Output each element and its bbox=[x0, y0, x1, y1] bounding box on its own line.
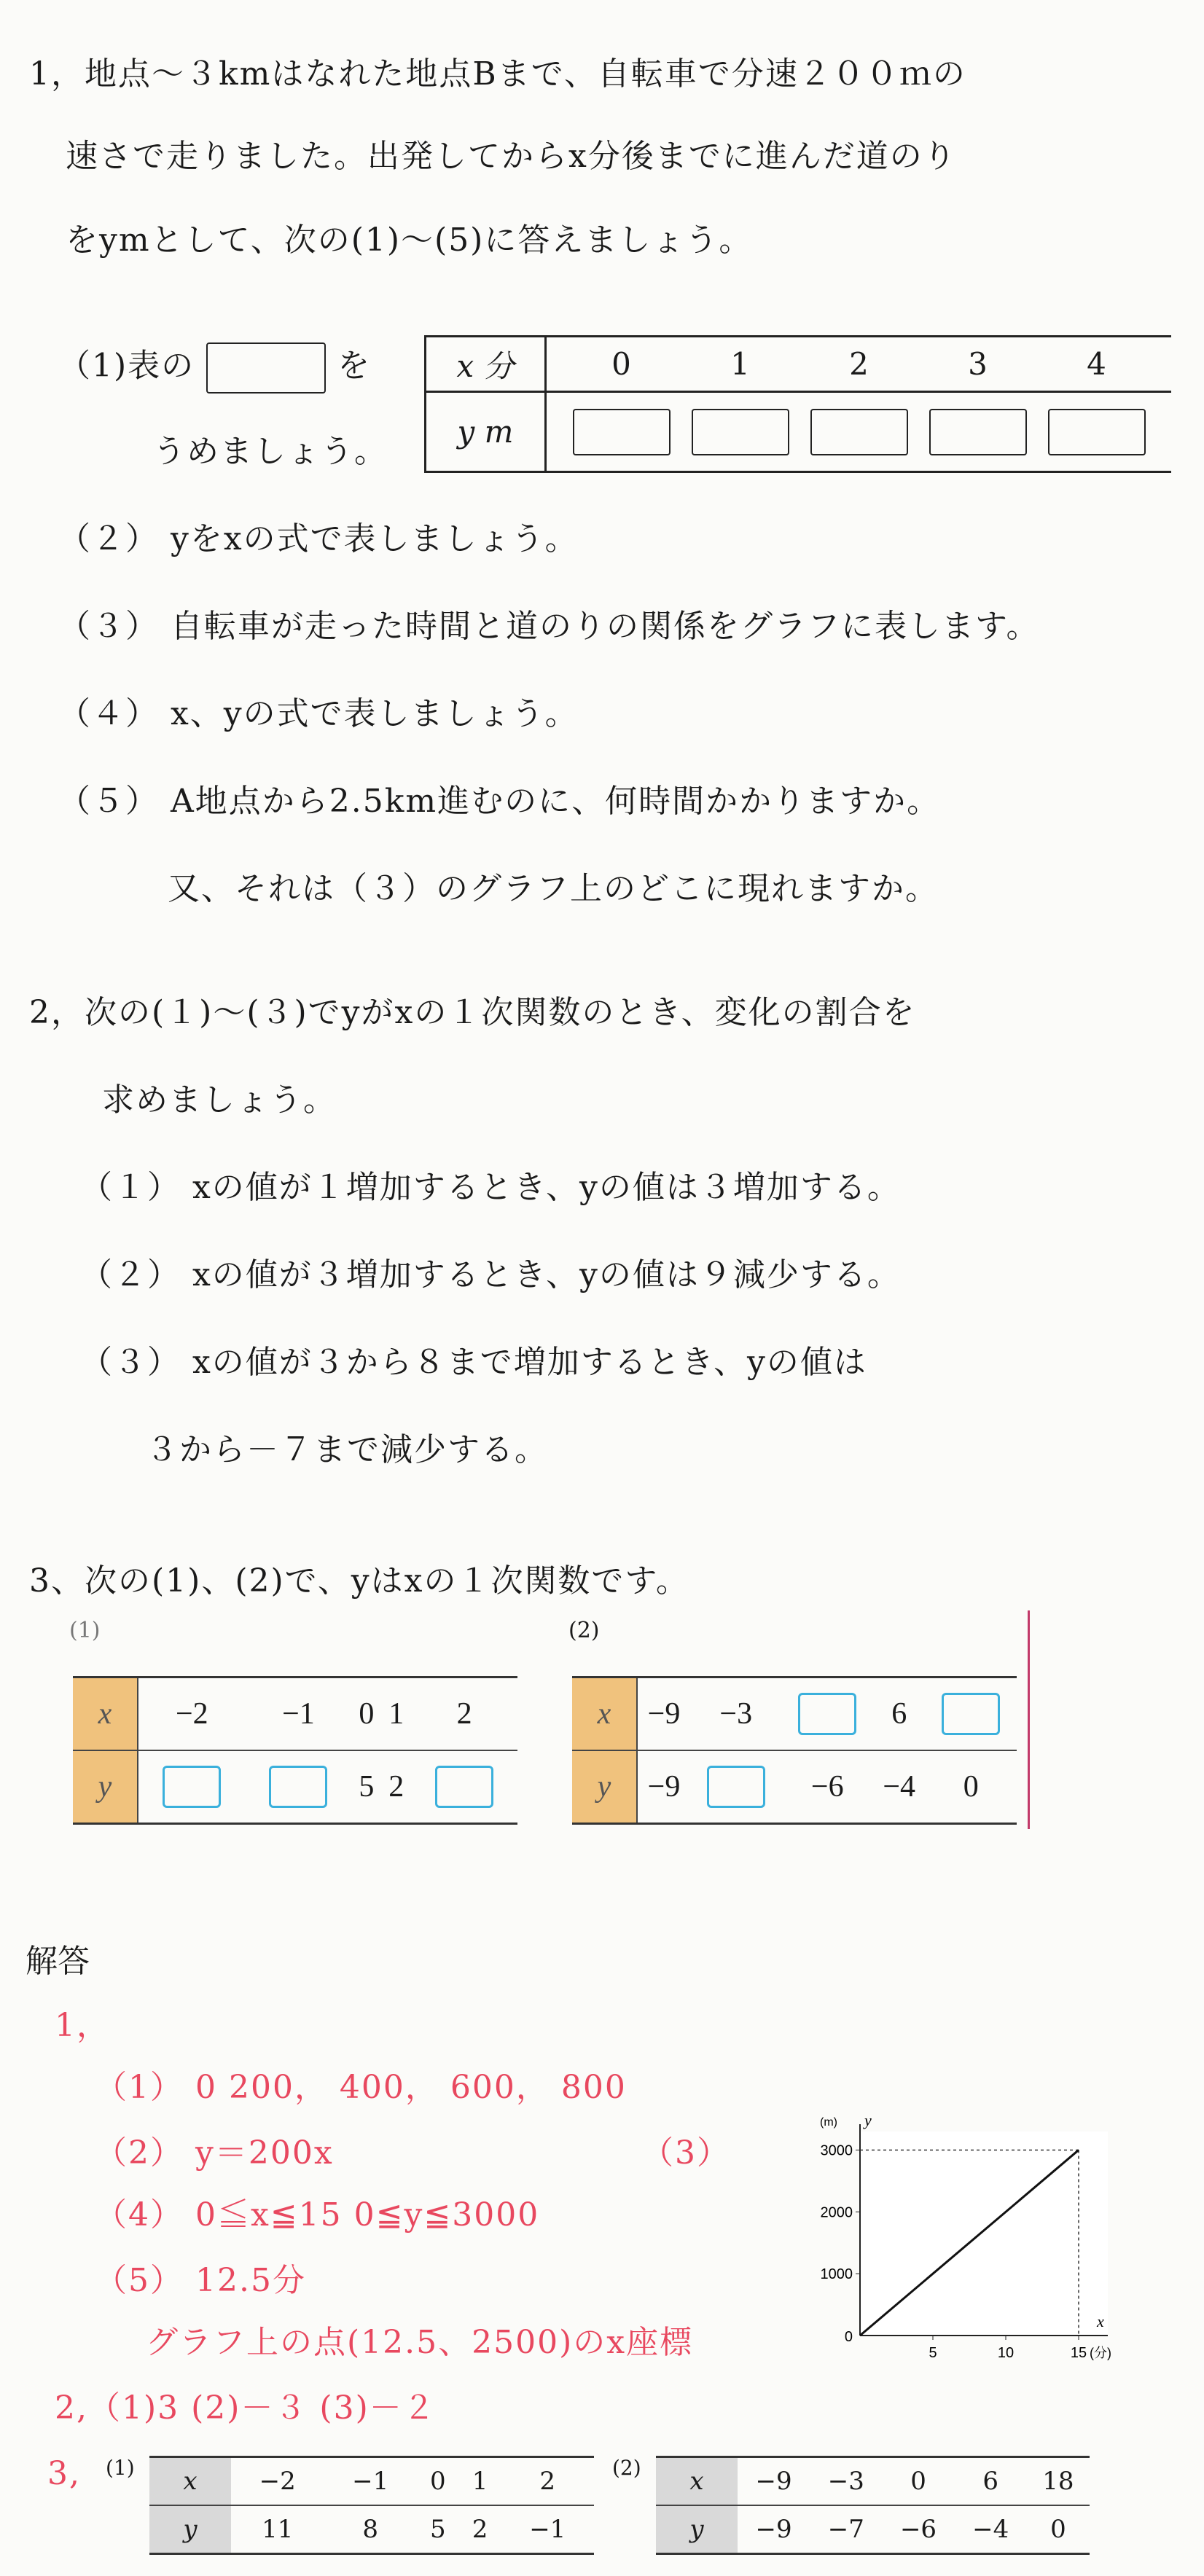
y-blank-1[interactable] bbox=[692, 409, 789, 455]
q3t2-x2-input[interactable] bbox=[798, 1693, 856, 1735]
answer-1-head: 1， bbox=[55, 2007, 110, 2044]
answer-1-3: （3） bbox=[641, 2134, 730, 2172]
q3t1-y2: 5 bbox=[359, 1770, 375, 1804]
q3-table-2 bbox=[572, 1676, 1017, 1825]
q1-line3: をymとして、次の(1)〜(5)に答えましょう。 bbox=[66, 222, 753, 259]
q1-line1: 1，地点〜３kmはなれた地点Bまで、自転車で分速２００ｍの bbox=[29, 55, 966, 93]
a3t2-x2: 0 bbox=[910, 2467, 926, 2496]
answer-1-5: （5） 12.5分 bbox=[95, 2262, 306, 2299]
a3t1-y0: 11 bbox=[262, 2515, 294, 2544]
graph-ytick-label-0: 1000 bbox=[820, 2266, 853, 2283]
a3t1-x-head: x bbox=[149, 2457, 231, 2506]
q3t1-y1-input[interactable] bbox=[269, 1766, 327, 1808]
a3t1-y-head: y bbox=[149, 2505, 231, 2554]
answer-graph bbox=[794, 2110, 1130, 2372]
answer-1-1: （1） 0 200， 400， 600， 800 bbox=[95, 2069, 627, 2106]
a3t1-x3: 1 bbox=[472, 2467, 488, 2496]
q1-line2: 速さで走りました。出発してからx分後までに進んだ道のり bbox=[66, 138, 957, 175]
a3t2-y3: −4 bbox=[972, 2515, 1009, 2544]
answer-blank-box bbox=[206, 342, 326, 394]
q3t1-y0-input[interactable] bbox=[163, 1766, 221, 1808]
q1-sub4: （４） x、yの式で表しましょう。 bbox=[58, 695, 579, 732]
q3t1-x2: 0 bbox=[359, 1697, 375, 1731]
answer-3-head: 3, bbox=[47, 2455, 81, 2492]
q3t2-x4-input[interactable] bbox=[942, 1693, 1000, 1735]
q2-line1: 2，次の(１)〜(３)でyがxの１次関数のとき、変化の割合を bbox=[29, 994, 916, 1031]
q1-table-x-label: x 分 bbox=[426, 337, 546, 392]
q3t1-y3: 2 bbox=[388, 1770, 404, 1804]
a3t2-x-head: x bbox=[656, 2457, 738, 2506]
graph-origin-label: 0 bbox=[844, 2329, 853, 2345]
q3t2-y3: −4 bbox=[883, 1770, 916, 1804]
q3-label-2: (2) bbox=[568, 1618, 600, 1643]
q2-sub1: （１） xの値が１増加するとき、yの値は３増加する。 bbox=[80, 1169, 901, 1206]
graph-xunit: (分) bbox=[1090, 2346, 1111, 2360]
q3t1-x-head: x bbox=[73, 1677, 138, 1751]
answer-1-4: （4） 0≦x≦15 0≦y≦3000 bbox=[95, 2196, 540, 2234]
answer-3-label-1: (1) bbox=[106, 2456, 135, 2480]
answer-3-label-2: (2) bbox=[612, 2456, 641, 2480]
graph-xtick-label-1: 10 bbox=[997, 2345, 1015, 2361]
a3t1-y4: −1 bbox=[529, 2515, 566, 2544]
q1-table-x-3: 3 bbox=[968, 346, 988, 382]
q3t1-x4: 2 bbox=[456, 1697, 472, 1731]
y-blank-2[interactable] bbox=[810, 409, 908, 455]
answer-1-5b: グラフ上の点(12.5、2500)のx座標 bbox=[146, 2324, 694, 2361]
q1-sub5a: （５） A地点から2.5km進むのに、何時間かかりますか。 bbox=[58, 783, 941, 820]
q3t1-x1: −1 bbox=[282, 1697, 315, 1731]
graph-xtick-label-0: 5 bbox=[929, 2345, 937, 2361]
q1-sub3: （３） 自転車が走った時間と道のりの関係をグラフに表します。 bbox=[58, 608, 1040, 645]
q3t2-y0: −9 bbox=[647, 1770, 681, 1804]
q3-label-1: (1) bbox=[69, 1618, 101, 1643]
q3t2-x3: 6 bbox=[891, 1697, 907, 1731]
graph-xlabel: x bbox=[1097, 2312, 1104, 2330]
q1-table-x-1: 1 bbox=[730, 346, 750, 382]
a3t2-y0: −9 bbox=[755, 2515, 792, 2544]
graph-ytick-label-2: 3000 bbox=[820, 2142, 853, 2159]
q2-sub3b: ３から－７まで減少する。 bbox=[146, 1431, 548, 1468]
q3t2-x0: −9 bbox=[647, 1697, 681, 1731]
q1-table-x-0: 0 bbox=[611, 346, 631, 382]
q1-table bbox=[424, 335, 1171, 473]
q3-table-1 bbox=[73, 1676, 517, 1825]
graph-ylabel: y bbox=[864, 2111, 872, 2129]
q1-table-x-2: 2 bbox=[849, 346, 869, 382]
q1-sub1b: を bbox=[337, 347, 372, 385]
a3t2-y-head: y bbox=[656, 2505, 738, 2554]
q1-sub5b: 又、それは（３）のグラフ上のどこに現れますか。 bbox=[168, 870, 939, 907]
q3t1-x3: 1 bbox=[388, 1697, 404, 1731]
a3t2-x4: 18 bbox=[1042, 2467, 1074, 2496]
q3t1-x0: −2 bbox=[175, 1697, 208, 1731]
a3t2-y2: −6 bbox=[899, 2515, 937, 2544]
q2-line2: 求めましょう。 bbox=[102, 1081, 337, 1119]
graph-ytick-label-1: 2000 bbox=[820, 2204, 853, 2221]
answer-1-2: （2） y＝200x bbox=[95, 2134, 334, 2172]
q1-sub2: （２） yをxの式で表しましょう。 bbox=[58, 520, 579, 557]
a3t1-x1: −1 bbox=[352, 2467, 389, 2496]
q3t2-y2: −6 bbox=[810, 1770, 844, 1804]
q3t2-y1-input[interactable] bbox=[707, 1766, 765, 1808]
q1-table-x-values bbox=[546, 337, 1172, 392]
graph-yunit: (m) bbox=[820, 2116, 837, 2129]
a3t2-x0: −9 bbox=[755, 2467, 792, 2496]
graph-xtick-label-2: 15 bbox=[1070, 2345, 1087, 2361]
a3t1-y2: 5 bbox=[429, 2515, 446, 2544]
q1-sub1c: うめましょう。 bbox=[153, 433, 388, 470]
a3t2-x1: −3 bbox=[827, 2467, 864, 2496]
answer-2: 2,（1)3 (2)－３ (3)－２ bbox=[55, 2389, 437, 2427]
q1-table-y-label: y m bbox=[426, 392, 546, 472]
q3t2-y-head: y bbox=[572, 1750, 637, 1824]
a3t2-y4: 0 bbox=[1050, 2515, 1066, 2544]
q3t1-y-head: y bbox=[73, 1750, 138, 1824]
q3t1-y4-input[interactable] bbox=[435, 1766, 493, 1808]
q3t2-y4: 0 bbox=[963, 1770, 979, 1804]
y-blank-3[interactable] bbox=[929, 409, 1027, 455]
q1-sub1-text bbox=[58, 342, 371, 394]
q1-table-x-4: 4 bbox=[1087, 346, 1106, 382]
a3t1-y1: 8 bbox=[362, 2515, 378, 2544]
a3t1-x2: 0 bbox=[429, 2467, 446, 2496]
q2-sub3a: （３） xの値が３から８まで増加するとき、yの値は bbox=[80, 1344, 867, 1381]
answer-3-table-2 bbox=[656, 2456, 1090, 2555]
a3t2-y1: −7 bbox=[827, 2515, 864, 2544]
q3t2-x1: −3 bbox=[719, 1697, 753, 1731]
y-blank-4[interactable] bbox=[1048, 409, 1146, 455]
q1-sub1a: （1)表の bbox=[58, 347, 195, 385]
a3t1-y3: 2 bbox=[472, 2515, 488, 2544]
page-margin-line bbox=[1028, 1610, 1030, 1829]
answers-title: 解答 bbox=[26, 1943, 90, 1980]
q1-table-y-inputs bbox=[546, 392, 1172, 472]
q3t2-x-head: x bbox=[572, 1677, 637, 1751]
q2-sub2: （２） xの値が３増加するとき、yの値は９減少する。 bbox=[80, 1256, 901, 1293]
answer-3-table-1 bbox=[149, 2456, 594, 2555]
a3t2-x3: 6 bbox=[982, 2467, 999, 2496]
a3t1-x4: 2 bbox=[539, 2467, 556, 2496]
y-blank-0[interactable] bbox=[573, 409, 671, 455]
a3t1-x0: −2 bbox=[259, 2467, 296, 2496]
q3-line1: 3、次の(1)、(2)で、yはxの１次関数です。 bbox=[29, 1562, 689, 1600]
